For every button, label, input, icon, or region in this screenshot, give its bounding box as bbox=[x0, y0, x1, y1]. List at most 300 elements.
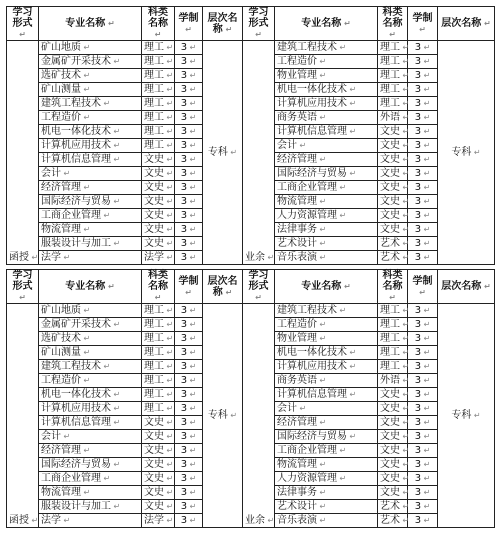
paragraph-mark: ↵ bbox=[111, 501, 121, 511]
paragraph-mark: ↵ bbox=[111, 196, 121, 206]
header-level: 层次名称 ↵ bbox=[438, 270, 495, 304]
major-cell: 机电一体化技术 ↵ bbox=[39, 125, 142, 139]
category-cell: 文史 ↵ bbox=[378, 153, 408, 167]
category-cell: 理工 ↵ bbox=[142, 97, 175, 111]
paragraph-mark: ↵ bbox=[61, 431, 71, 441]
header-major: 专业名称 ↵ bbox=[39, 7, 142, 41]
duration-cell: 3 ↵ bbox=[175, 153, 203, 167]
paragraph-mark: ↵ bbox=[164, 126, 174, 136]
duration-cell: 3 ↵ bbox=[408, 332, 438, 346]
duration-cell: 3 ↵ bbox=[408, 41, 438, 55]
header-level: 层次名称 ↵ bbox=[203, 270, 243, 304]
duration-cell: 3 ↵ bbox=[408, 111, 438, 125]
paragraph-mark: ↵ bbox=[164, 445, 174, 455]
paragraph-mark: ↵ bbox=[164, 459, 174, 469]
major-cell: 会计 ↵ bbox=[275, 139, 378, 153]
category-cell: 文史 ↵ bbox=[142, 458, 175, 472]
paragraph-mark: ↵ bbox=[111, 319, 121, 329]
paragraph-mark: ↵ bbox=[400, 112, 410, 122]
paragraph-mark: ↵ bbox=[222, 24, 233, 34]
paragraph-mark: ↵ bbox=[187, 445, 197, 455]
duration-cell: 3 ↵ bbox=[408, 360, 438, 374]
paragraph-mark: ↵ bbox=[255, 30, 262, 39]
paragraph-mark: ↵ bbox=[317, 487, 327, 497]
paragraph-mark: ↵ bbox=[297, 140, 307, 150]
category-cell: 理工 ↵ bbox=[378, 304, 408, 318]
paragraph-mark: ↵ bbox=[421, 112, 431, 122]
program-table bbox=[6, 269, 495, 528]
paragraph-mark: ↵ bbox=[421, 473, 431, 483]
major-cell: 物流管理 ↵ bbox=[275, 458, 378, 472]
duration-cell: 3 ↵ bbox=[408, 251, 438, 265]
paragraph-mark: ↵ bbox=[421, 182, 431, 192]
paragraph-mark: ↵ bbox=[337, 42, 347, 52]
category-cell: 理工 ↵ bbox=[142, 55, 175, 69]
duration-cell: 3 ↵ bbox=[175, 360, 203, 374]
category-cell: 理工 ↵ bbox=[142, 111, 175, 125]
paragraph-mark: ↵ bbox=[187, 515, 197, 525]
paragraph-mark: ↵ bbox=[341, 19, 351, 28]
paragraph-mark: ↵ bbox=[164, 361, 174, 371]
category-cell: 文史 ↵ bbox=[142, 486, 175, 500]
duration-cell: 3 ↵ bbox=[408, 153, 438, 167]
paragraph-mark: ↵ bbox=[400, 84, 410, 94]
duration-cell: 3 ↵ bbox=[175, 125, 203, 139]
major-cell: 人力资源管理 ↵ bbox=[275, 209, 378, 223]
paragraph-mark: ↵ bbox=[400, 168, 410, 178]
paragraph-mark: ↵ bbox=[400, 431, 410, 441]
paragraph-mark: ↵ bbox=[111, 154, 121, 164]
paragraph-mark: ↵ bbox=[317, 196, 327, 206]
major-cell: 工商企业管理 ↵ bbox=[275, 444, 378, 458]
paragraph-mark: ↵ bbox=[164, 56, 174, 66]
paragraph-mark: ↵ bbox=[81, 487, 91, 497]
paragraph-mark: ↵ bbox=[265, 253, 275, 262]
major-cell: 金属矿开采技术 ↵ bbox=[39, 318, 142, 332]
major-cell: 法学 ↵ bbox=[39, 251, 142, 265]
paragraph-mark: ↵ bbox=[421, 56, 431, 66]
paragraph-mark: ↵ bbox=[317, 417, 327, 427]
paragraph-mark: ↵ bbox=[187, 361, 197, 371]
major-cell: 工程造价 ↵ bbox=[39, 111, 142, 125]
paragraph-mark: ↵ bbox=[400, 98, 410, 108]
paragraph-mark: ↵ bbox=[347, 168, 357, 178]
paragraph-mark: ↵ bbox=[164, 112, 174, 122]
major-cell: 经济管理 ↵ bbox=[39, 444, 142, 458]
duration-cell: 3 ↵ bbox=[408, 388, 438, 402]
paragraph-mark: ↵ bbox=[105, 282, 115, 291]
paragraph-mark: ↵ bbox=[347, 98, 357, 108]
paragraph-mark: ↵ bbox=[61, 515, 71, 525]
paragraph-mark: ↵ bbox=[187, 417, 197, 427]
paragraph-mark: ↵ bbox=[164, 473, 174, 483]
category-cell: 文史 ↵ bbox=[142, 472, 175, 486]
paragraph-mark: ↵ bbox=[317, 56, 327, 66]
header-form: 学习形式 ↵ bbox=[7, 270, 39, 304]
paragraph-mark: ↵ bbox=[421, 196, 431, 206]
category-cell: 文史 ↵ bbox=[378, 416, 408, 430]
duration-cell: 3 ↵ bbox=[408, 167, 438, 181]
category-cell: 文史 ↵ bbox=[378, 125, 408, 139]
duration-cell: 3 ↵ bbox=[175, 251, 203, 265]
paragraph-mark: ↵ bbox=[317, 238, 327, 248]
paragraph-mark: ↵ bbox=[421, 126, 431, 136]
major-cell: 矿山地质 ↵ bbox=[39, 304, 142, 318]
paragraph-mark: ↵ bbox=[101, 210, 111, 220]
paragraph-mark: ↵ bbox=[400, 224, 410, 234]
paragraph-mark: ↵ bbox=[154, 30, 162, 39]
paragraph-mark: ↵ bbox=[187, 98, 197, 108]
paragraph-mark: ↵ bbox=[164, 168, 174, 178]
paragraph-mark: ↵ bbox=[337, 305, 347, 315]
paragraph-mark: ↵ bbox=[421, 515, 431, 525]
paragraph-mark: ↵ bbox=[347, 389, 357, 399]
paragraph-mark: ↵ bbox=[400, 459, 410, 469]
major-cell: 艺术设计 ↵ bbox=[275, 500, 378, 514]
paragraph-mark: ↵ bbox=[421, 140, 431, 150]
paragraph-mark: ↵ bbox=[187, 305, 197, 315]
major-cell: 物流管理 ↵ bbox=[39, 223, 142, 237]
major-cell: 机电一体化技术 ↵ bbox=[275, 83, 378, 97]
paragraph-mark: ↵ bbox=[400, 126, 410, 136]
paragraph-mark: ↵ bbox=[164, 347, 174, 357]
paragraph-mark: ↵ bbox=[400, 403, 410, 413]
paragraph-mark: ↵ bbox=[164, 375, 174, 385]
paragraph-mark: ↵ bbox=[421, 42, 431, 52]
paragraph-mark: ↵ bbox=[187, 319, 197, 329]
paragraph-mark: ↵ bbox=[421, 347, 431, 357]
duration-cell: 3 ↵ bbox=[408, 430, 438, 444]
major-cell: 选矿技术 ↵ bbox=[39, 332, 142, 346]
paragraph-mark: ↵ bbox=[164, 224, 174, 234]
paragraph-mark: ↵ bbox=[187, 140, 197, 150]
header-category: 科类名称 ↵ bbox=[378, 270, 408, 304]
duration-cell: 3 ↵ bbox=[175, 69, 203, 83]
duration-cell: 3 ↵ bbox=[175, 486, 203, 500]
paragraph-mark: ↵ bbox=[164, 154, 174, 164]
paragraph-mark: ↵ bbox=[421, 333, 431, 343]
category-cell: 文史 ↵ bbox=[378, 444, 408, 458]
major-cell: 国际经济与贸易 ↵ bbox=[39, 458, 142, 472]
major-cell: 计算机应用技术 ↵ bbox=[39, 402, 142, 416]
paragraph-mark: ↵ bbox=[317, 224, 327, 234]
duration-cell: 3 ↵ bbox=[408, 83, 438, 97]
paragraph-mark: ↵ bbox=[227, 147, 238, 157]
major-cell: 音乐表演 ↵ bbox=[275, 514, 378, 528]
paragraph-mark: ↵ bbox=[317, 375, 327, 385]
category-cell: 理工 ↵ bbox=[142, 318, 175, 332]
paragraph-mark: ↵ bbox=[317, 459, 327, 469]
category-cell: 文史 ↵ bbox=[142, 444, 175, 458]
major-cell: 商务英语 ↵ bbox=[275, 374, 378, 388]
paragraph-mark: ↵ bbox=[111, 459, 121, 469]
category-cell: 文史 ↵ bbox=[378, 430, 408, 444]
category-cell: 理工 ↵ bbox=[378, 83, 408, 97]
paragraph-mark: ↵ bbox=[164, 389, 174, 399]
category-cell: 文史 ↵ bbox=[378, 209, 408, 223]
duration-cell: 3 ↵ bbox=[175, 388, 203, 402]
duration-cell: 3 ↵ bbox=[175, 167, 203, 181]
paragraph-mark: ↵ bbox=[164, 333, 174, 343]
duration-cell: 3 ↵ bbox=[408, 444, 438, 458]
paragraph-mark: ↵ bbox=[164, 210, 174, 220]
duration-cell: 3 ↵ bbox=[175, 223, 203, 237]
table-header-row bbox=[7, 270, 495, 304]
paragraph-mark: ↵ bbox=[400, 196, 410, 206]
paragraph-mark: ↵ bbox=[154, 293, 162, 302]
duration-cell: 3 ↵ bbox=[175, 41, 203, 55]
paragraph-mark: ↵ bbox=[111, 56, 121, 66]
duration-cell: 3 ↵ bbox=[175, 111, 203, 125]
table-row bbox=[7, 304, 495, 318]
duration-cell: 3 ↵ bbox=[408, 181, 438, 195]
paragraph-mark: ↵ bbox=[111, 403, 121, 413]
category-cell: 文史 ↵ bbox=[378, 486, 408, 500]
major-cell: 计算机应用技术 ↵ bbox=[275, 360, 378, 374]
paragraph-mark: ↵ bbox=[421, 431, 431, 441]
major-cell: 国际经济与贸易 ↵ bbox=[275, 167, 378, 181]
duration-cell: 3 ↵ bbox=[175, 500, 203, 514]
category-cell: 理工 ↵ bbox=[142, 304, 175, 318]
paragraph-mark: ↵ bbox=[187, 431, 197, 441]
paragraph-mark: ↵ bbox=[81, 84, 91, 94]
paragraph-mark: ↵ bbox=[164, 98, 174, 108]
paragraph-mark: ↵ bbox=[187, 42, 197, 52]
paragraph-mark: ↵ bbox=[421, 459, 431, 469]
header-category: 科类名称 ↵ bbox=[142, 270, 175, 304]
paragraph-mark: ↵ bbox=[164, 182, 174, 192]
major-cell: 国际经济与贸易 ↵ bbox=[275, 430, 378, 444]
paragraph-mark: ↵ bbox=[421, 70, 431, 80]
duration-cell: 3 ↵ bbox=[408, 195, 438, 209]
duration-cell: 3 ↵ bbox=[408, 139, 438, 153]
paragraph-mark: ↵ bbox=[111, 126, 121, 136]
paragraph-mark: ↵ bbox=[317, 70, 327, 80]
duration-cell: 3 ↵ bbox=[175, 332, 203, 346]
paragraph-mark: ↵ bbox=[421, 501, 431, 511]
paragraph-mark: ↵ bbox=[400, 417, 410, 427]
paragraph-mark: ↵ bbox=[347, 347, 357, 357]
category-cell: 文史 ↵ bbox=[142, 500, 175, 514]
duration-cell: 3 ↵ bbox=[175, 458, 203, 472]
paragraph-mark: ↵ bbox=[164, 487, 174, 497]
major-cell: 工程造价 ↵ bbox=[39, 374, 142, 388]
paragraph-mark: ↵ bbox=[317, 112, 327, 122]
paragraph-mark: ↵ bbox=[481, 282, 491, 291]
header-major: 专业名称 ↵ bbox=[275, 7, 378, 41]
category-cell: 理工 ↵ bbox=[142, 69, 175, 83]
major-cell: 矿山测量 ↵ bbox=[39, 346, 142, 360]
paragraph-mark: ↵ bbox=[421, 487, 431, 497]
header-category: 科类名称 ↵ bbox=[142, 7, 175, 41]
paragraph-mark: ↵ bbox=[421, 403, 431, 413]
major-cell: 经济管理 ↵ bbox=[275, 153, 378, 167]
paragraph-mark: ↵ bbox=[400, 445, 410, 455]
paragraph-mark: ↵ bbox=[187, 168, 197, 178]
paragraph-mark: ↵ bbox=[421, 238, 431, 248]
category-cell: 文史 ↵ bbox=[378, 458, 408, 472]
paragraph-mark: ↵ bbox=[187, 238, 197, 248]
category-cell: 艺术 ↵ bbox=[378, 237, 408, 251]
category-cell: 理工 ↵ bbox=[142, 83, 175, 97]
category-cell: 理工 ↵ bbox=[378, 332, 408, 346]
major-cell: 经济管理 ↵ bbox=[39, 181, 142, 195]
paragraph-mark: ↵ bbox=[421, 361, 431, 371]
paragraph-mark: ↵ bbox=[185, 24, 192, 34]
level-cell: 专科 ↵ bbox=[203, 41, 243, 265]
category-cell: 法学 ↵ bbox=[142, 514, 175, 528]
duration-cell: 3 ↵ bbox=[408, 514, 438, 528]
paragraph-mark: ↵ bbox=[187, 347, 197, 357]
paragraph-mark: ↵ bbox=[164, 403, 174, 413]
category-cell: 法学 ↵ bbox=[142, 251, 175, 265]
category-cell: 文史 ↵ bbox=[378, 223, 408, 237]
table-header-row bbox=[7, 7, 495, 41]
duration-cell: 3 ↵ bbox=[408, 318, 438, 332]
major-cell: 会计 ↵ bbox=[39, 167, 142, 181]
paragraph-mark: ↵ bbox=[421, 84, 431, 94]
header-duration: 学制 ↵ bbox=[175, 270, 203, 304]
major-cell: 艺术设计 ↵ bbox=[275, 237, 378, 251]
major-cell: 法学 ↵ bbox=[39, 514, 142, 528]
header-level: 层次名称 ↵ bbox=[438, 7, 495, 41]
paragraph-mark: ↵ bbox=[419, 24, 426, 34]
paragraph-mark: ↵ bbox=[400, 501, 410, 511]
paragraph-mark: ↵ bbox=[81, 42, 91, 52]
paragraph-mark: ↵ bbox=[347, 431, 357, 441]
category-cell: 理工 ↵ bbox=[142, 139, 175, 153]
paragraph-mark: ↵ bbox=[421, 389, 431, 399]
paragraph-mark: ↵ bbox=[400, 487, 410, 497]
level-cell: 专科 ↵ bbox=[438, 41, 495, 265]
category-cell: 理工 ↵ bbox=[142, 374, 175, 388]
header-major: 专业名称 ↵ bbox=[275, 270, 378, 304]
major-cell: 计算机应用技术 ↵ bbox=[275, 97, 378, 111]
paragraph-mark: ↵ bbox=[187, 56, 197, 66]
duration-cell: 3 ↵ bbox=[175, 430, 203, 444]
paragraph-mark: ↵ bbox=[61, 252, 71, 262]
category-cell: 文史 ↵ bbox=[378, 402, 408, 416]
category-cell: 文史 ↵ bbox=[142, 223, 175, 237]
major-cell: 音乐表演 ↵ bbox=[275, 251, 378, 265]
paragraph-mark: ↵ bbox=[29, 253, 39, 262]
paragraph-mark: ↵ bbox=[400, 210, 410, 220]
paragraph-mark: ↵ bbox=[421, 445, 431, 455]
major-cell: 工商企业管理 ↵ bbox=[39, 472, 142, 486]
duration-cell: 3 ↵ bbox=[408, 69, 438, 83]
paragraph-mark: ↵ bbox=[81, 333, 91, 343]
major-cell: 选矿技术 ↵ bbox=[39, 69, 142, 83]
level-cell: 专科 ↵ bbox=[438, 304, 495, 528]
paragraph-mark: ↵ bbox=[164, 42, 174, 52]
major-cell: 物业管理 ↵ bbox=[275, 332, 378, 346]
paragraph-mark: ↵ bbox=[400, 70, 410, 80]
category-cell: 文史 ↵ bbox=[378, 388, 408, 402]
paragraph-mark: ↵ bbox=[101, 361, 111, 371]
paragraph-mark: ↵ bbox=[81, 224, 91, 234]
paragraph-mark: ↵ bbox=[187, 112, 197, 122]
duration-cell: 3 ↵ bbox=[175, 346, 203, 360]
paragraph-mark: ↵ bbox=[400, 319, 410, 329]
paragraph-mark: ↵ bbox=[400, 154, 410, 164]
paragraph-mark: ↵ bbox=[337, 182, 347, 192]
paragraph-mark: ↵ bbox=[105, 19, 115, 28]
paragraph-mark: ↵ bbox=[347, 84, 357, 94]
header-form: 学习形式 ↵ bbox=[7, 7, 39, 41]
paragraph-mark: ↵ bbox=[400, 56, 410, 66]
category-cell: 理工 ↵ bbox=[378, 360, 408, 374]
paragraph-mark: ↵ bbox=[164, 501, 174, 511]
paragraph-mark: ↵ bbox=[164, 515, 174, 525]
paragraph-mark: ↵ bbox=[111, 417, 121, 427]
category-cell: 外语 ↵ bbox=[378, 374, 408, 388]
paragraph-mark: ↵ bbox=[389, 30, 396, 39]
paragraph-mark: ↵ bbox=[164, 70, 174, 80]
duration-cell: 3 ↵ bbox=[175, 514, 203, 528]
header-category: 科类名称 ↵ bbox=[378, 7, 408, 41]
paragraph-mark: ↵ bbox=[187, 459, 197, 469]
paragraph-mark: ↵ bbox=[187, 224, 197, 234]
major-cell: 会计 ↵ bbox=[275, 402, 378, 416]
duration-cell: 3 ↵ bbox=[175, 97, 203, 111]
paragraph-mark: ↵ bbox=[421, 319, 431, 329]
paragraph-mark: ↵ bbox=[81, 182, 91, 192]
paragraph-mark: ↵ bbox=[421, 417, 431, 427]
paragraph-mark: ↵ bbox=[187, 154, 197, 164]
paragraph-mark: ↵ bbox=[419, 287, 426, 297]
major-cell: 矿山地质 ↵ bbox=[39, 41, 142, 55]
header-duration: 学制 ↵ bbox=[175, 7, 203, 41]
duration-cell: 3 ↵ bbox=[175, 83, 203, 97]
header-level: 层次名称 ↵ bbox=[203, 7, 243, 41]
duration-cell: 3 ↵ bbox=[408, 458, 438, 472]
paragraph-mark: ↵ bbox=[421, 224, 431, 234]
duration-cell: 3 ↵ bbox=[408, 223, 438, 237]
study-form-cell: 函授 ↵ bbox=[7, 304, 39, 528]
category-cell: 文史 ↵ bbox=[142, 195, 175, 209]
table-row bbox=[7, 41, 495, 55]
duration-cell: 3 ↵ bbox=[408, 486, 438, 500]
category-cell: 理工 ↵ bbox=[378, 97, 408, 111]
paragraph-mark: ↵ bbox=[81, 305, 91, 315]
paragraph-mark: ↵ bbox=[111, 238, 121, 248]
category-cell: 文史 ↵ bbox=[142, 237, 175, 251]
paragraph-mark: ↵ bbox=[481, 19, 491, 28]
level-cell: 专科 ↵ bbox=[203, 304, 243, 528]
paragraph-mark: ↵ bbox=[187, 70, 197, 80]
paragraph-mark: ↵ bbox=[101, 473, 111, 483]
paragraph-mark: ↵ bbox=[389, 293, 396, 302]
duration-cell: 3 ↵ bbox=[175, 318, 203, 332]
paragraph-mark: ↵ bbox=[187, 126, 197, 136]
paragraph-mark: ↵ bbox=[421, 168, 431, 178]
paragraph-mark: ↵ bbox=[421, 252, 431, 262]
paragraph-mark: ↵ bbox=[164, 319, 174, 329]
paragraph-mark: ↵ bbox=[164, 431, 174, 441]
paragraph-mark: ↵ bbox=[187, 333, 197, 343]
duration-cell: 3 ↵ bbox=[408, 500, 438, 514]
paragraph-mark: ↵ bbox=[81, 347, 91, 357]
major-cell: 计算机应用技术 ↵ bbox=[39, 139, 142, 153]
paragraph-mark: ↵ bbox=[347, 361, 357, 371]
paragraph-mark: ↵ bbox=[101, 98, 111, 108]
major-cell: 机电一体化技术 ↵ bbox=[39, 388, 142, 402]
category-cell: 艺术 ↵ bbox=[378, 500, 408, 514]
duration-cell: 3 ↵ bbox=[175, 181, 203, 195]
major-cell: 法律事务 ↵ bbox=[275, 223, 378, 237]
category-cell: 文史 ↵ bbox=[378, 139, 408, 153]
paragraph-mark: ↵ bbox=[164, 417, 174, 427]
